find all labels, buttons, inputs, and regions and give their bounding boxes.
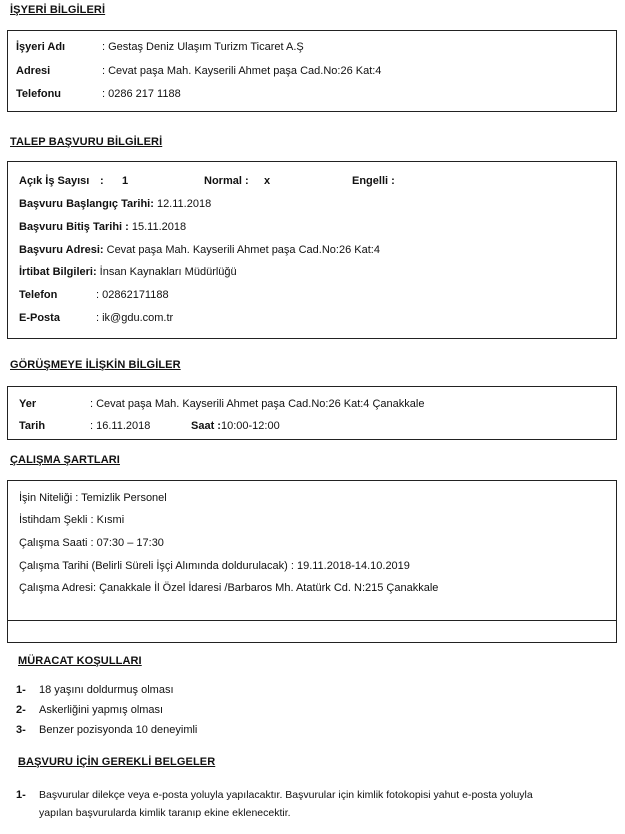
requirement-text: Benzer pozisyonda 10 deneyimli (39, 724, 198, 736)
interview-date-label: Tarih (19, 420, 46, 432)
documents-heading: BAŞVURU İÇİN GEREKLİ BELGELER (18, 756, 216, 768)
open-jobs-colon: : (100, 175, 104, 187)
application-box (7, 161, 617, 339)
condition-line: İşin Niteliği : Temizlik Personel (19, 492, 167, 504)
condition-line: İstihdam Şekli : Kısmi (19, 514, 125, 526)
document-text-line2: yapılan başvurularda kimlik taranıp ekine eklenecektir. (39, 807, 291, 819)
requirement-number: 3- (16, 724, 26, 736)
application-phone-value: : 02862171188 (96, 289, 169, 301)
employer-phone-value: : 0286 217 1188 (102, 88, 181, 100)
condition-line: Çalışma Saati : 07:30 – 17:30 (19, 537, 164, 549)
employer-address-label: Adresi (16, 65, 51, 77)
requirement-text: Askerliğini yapmış olması (39, 704, 164, 716)
conditions-box (7, 480, 617, 643)
application-heading: TALEP BAŞVURU BİLGİLERİ (10, 136, 163, 148)
open-jobs-label: Açık İş Sayısı (19, 175, 90, 187)
requirement-number: 1- (16, 684, 26, 696)
employer-heading: İŞYERİ BİLGİLERİ (10, 4, 106, 16)
disabled-label: Engelli : (352, 175, 395, 187)
application-address-value: Cevat paşa Mah. Kayserili Ahmet paşa Cad.No:26 Kat:4 (103, 244, 380, 256)
open-jobs-value: 1 (122, 175, 129, 187)
contact-value: İnsan Kaynakları Müdürlüğü (96, 266, 237, 278)
interview-time-value: 10:00-12:00 (220, 420, 280, 432)
application-address-label: Başvuru Adresi: (19, 244, 104, 256)
normal-value: x (264, 175, 271, 187)
employer-name-value: : Gestaş Deniz Ulaşım Turizm Ticaret A.Ş (102, 41, 304, 53)
end-date-row (19, 221, 186, 233)
email-value: : ik@gdu.com.tr (96, 312, 174, 324)
interview-date-value: : 16.11.2018 (90, 420, 151, 432)
contact-label: İrtibat Bilgileri: (19, 266, 97, 278)
requirement-text: 18 yaşını doldurmuş olması (39, 684, 174, 696)
interview-place-label: Yer (19, 398, 37, 410)
document-number: 1- (16, 789, 26, 801)
document-text-line1: Başvurular dilekçe veya e-posta yoluyla yapılacaktır. Başvurular için kimlik fotokopisi yahut e-posta yoluyla (39, 789, 533, 801)
interview-heading: GÖRÜŞMEYE İLİŞKİN BİLGİLER (10, 359, 181, 371)
conditions-divider (8, 620, 616, 621)
interview-time-row (191, 420, 280, 432)
employer-name-label: İşyeri Adı (16, 41, 66, 53)
contact-row (19, 266, 237, 278)
condition-line: Çalışma Tarihi (Belirli Süreli İşçi Alımında doldurulacak) : 19.11.2018-14.10.2019 (19, 560, 410, 572)
start-date-value: 12.11.2018 (153, 198, 212, 210)
normal-label: Normal : (204, 175, 249, 187)
interview-time-label: Saat : (191, 420, 221, 432)
interview-box (7, 386, 617, 440)
end-date-value: 15.11.2018 (128, 221, 187, 233)
condition-line: Çalışma Adresi: Çanakkale İl Özel İdaresi /Barbaros Mh. Atatürk Cd. N:215 Çanakkale (19, 582, 439, 594)
conditions-heading: ÇALIŞMA ŞARTLARI (10, 454, 120, 466)
employer-box (7, 30, 617, 112)
employer-address-value: : Cevat paşa Mah. Kayserili Ahmet paşa Cad.No:26 Kat:4 (102, 65, 382, 77)
application-address-row (19, 244, 380, 256)
requirements-heading: MÜRACAT KOŞULLARI (18, 655, 142, 667)
end-date-label: Başvuru Bitiş Tarihi : (19, 221, 129, 233)
start-date-row (19, 198, 211, 210)
application-phone-label: Telefon (19, 289, 58, 301)
requirement-number: 2- (16, 704, 26, 716)
employer-phone-label: Telefonu (16, 88, 62, 100)
email-label: E-Posta (19, 312, 60, 324)
interview-place-value: : Cevat paşa Mah. Kayserili Ahmet paşa Cad.No:26 Kat:4 Çanakkale (90, 398, 425, 410)
start-date-label: Başvuru Başlangıç Tarihi: (19, 198, 154, 210)
